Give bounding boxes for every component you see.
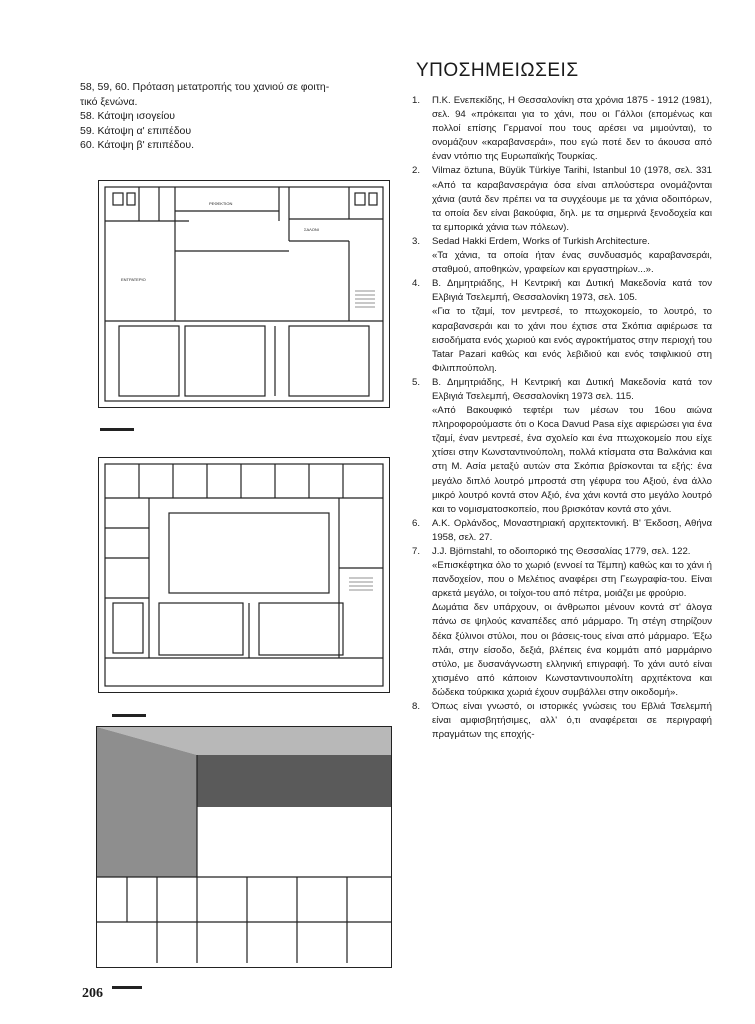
page-number: 206 (82, 986, 103, 1001)
footnote-text: Όπως είναι γνωστό, οι ιστορικές γνώσεις του Εβλιά Τσελεμπή είναι αμφισβητήσιμες, αλλ' ό,τι αναφέρεται σε περιγραφή πραγμάτων της εποχής- (432, 701, 712, 741)
room-label: ΕΝΤΡΑΤΕΡΙΟ (121, 277, 146, 282)
footnote-item (412, 700, 712, 742)
floor-plan-ground-drawing (99, 181, 389, 407)
footnote-text: Vilmaz öztuna, Büyük Türkiye Tarihi, Istanbul 10 (1978, σελ. 331 «Από τα καραβανσεράγια όσα είναι απλούστερα ονομάζονται χάνια (αυτά δεν πρέπει να τα συγχέουμε με τα χάνια οδοιπόρων, τα οποία δεν είναι βακούφια, δηλ. με τα σημερινά ξενοδοχεία και τα εμπορικά χάνια των πόλεων). (432, 165, 712, 233)
footnote-text: Π.Κ. Ενεπεκίδης, Η Θεσσαλονίκη στα χρόνια 1875 - 1912 (1981), σελ. 94 «πρόκειται για το χάνι, που οι Γάλλοι (επομένως και πολλοί επίσης Γερμανοί που τους αρέσει να μιμούνται), το ονομάζουν «καραβανσεράι», που εγώ ποτέ δεν το άκουσα από έναν ντόπιο της Ευρωπαϊκής Τουρκίας. (432, 95, 712, 163)
floor-plan-second-drawing (97, 727, 391, 967)
footnotes-title: ΥΠΟΣΗΜΕΙΩΣΕΙΣ (416, 60, 579, 81)
caption-line: 58. Κάτοψη ισογείου (80, 110, 176, 122)
footnote-text: Δωμάτια δεν υπάρχουν, οι άνθρωποι μένουν κοντά στ' άλογα πάνω σε ψηλούς καναπέδες από μάρμαρο. Τη στέγη στηρίζουν δέκα ξύλινοι στύλοι, που οι βάσεις-τους είναι από μάρμαρο. Έξω πλάι, στην είσοδο, δεξιά, βλέπεις ένα κομμάτι από μαρμάρινο στύλο, με δυσανάγνωστη ελληνική επιγραφή. Το χάνι αυτό είναι χτισμένο από κάποιον Κωνσταντινουπολίτη αρχιτέκτονα και δώδεκα τούρκικα χωριά έχουν συμβάλλει στην οικοδομή». (432, 602, 712, 698)
footnote-text: Β. Δημητριάδης, Η Κεντρική και Δυτική Μακεδονία κατά τον Ελβιγιά Τσελεμπή, Θεσσαλονίκη 1973 σελ. 115. (432, 376, 712, 402)
scale-bar (112, 708, 146, 717)
footnote-number: 4. (412, 278, 421, 290)
floor-plan-second (96, 726, 392, 968)
footnote-text: Sedad Hakki Erdem, Works of Turkish Architecture. (432, 235, 650, 247)
floor-plan-first (98, 457, 390, 693)
room-label: ΣΑΛΟΝΙ (304, 227, 319, 232)
footnotes (412, 60, 712, 742)
footnote-item (412, 545, 712, 700)
footnote-text: «Από Βακουφικό τεφτέρι των μέσων του 16ου αιώνα πληροφορούμαστε ότι ο Koca Davud Pasa είχε αφιερώσει για ένα τζαμί, έναν μεντρεσέ, ένα σχολείο και ένα πτωχοκομείο που είχε χτίσει στην Κωνσταντινούπολη, πολλά κτίσματα στα Βαλκάνια και στη Μ. Ασία μεταξύ αυτών στα Σκόπια βρίσκονται τα εξής: ένα μεγάλο διπλό λουτρό μπροστά στη γέφυρα του Αξιού, ένα άλλο μικρό λουτρό κοντά στον Αξιό, ένα χάνι κοντά στο μεγάλο λουτρό και το νομισματοσκοπείο, που βρισκόταν κοντά στο χάνι. (432, 405, 712, 515)
scale-bar (100, 422, 134, 431)
footnote-text: «Επισκέφτηκα όλο το χωριό (εννοεί τα Τέμπη) καθώς και το χάνι ή πανδοχείον, που ο Μελέτιος αναφέρει στη Γεωγραφία-του. Είναι αρκετά μεγάλο, οι τοίχοι-του από πέτρα, μοιάζει με φρούριο. (432, 560, 712, 600)
footnote-number: 7. (412, 546, 421, 557)
footnote-text: J.J. Björnstahl, το οδοιπορικό της Θεσσαλίας 1779, σελ. 122. (432, 546, 691, 557)
room-label: ΡΕΦΕΚΤΙΟΝ (209, 201, 233, 206)
footnote-text: «Τα χάνια, τα οποία ήταν ένας συνδυασμός καραβανσεράι, σταθμού, αποθηκών, γραφείων και εργαστηρίων...». (432, 250, 712, 276)
footnote-item (412, 235, 712, 277)
footnote-text: «Για το τζαμί, τον μεντρεσέ, το πτωχοκομείο, το λουτρό, το καραβανσεράι και το χάνι που έχτισε στα Σκόπια αφιέρωσε τα εισοδήματα ενός χωριού και ενός αγροκτήματος στην περιοχή του Tatar Pazari καθώς και ενός λεβιδιού και ενός τσιφλικιού στη Φιλιππούπολη. (432, 306, 712, 374)
caption-line: 60. Κάτοψη β' επιπέδου. (80, 139, 195, 151)
figure-caption (80, 80, 380, 153)
footnote-number: 3. (412, 235, 421, 247)
footnote-item (412, 94, 712, 164)
footnote-text: Α.Κ. Ορλάνδος, Μοναστηριακή αρχιτεκτονική. Β' Έκδοση, Αθήνα 1958, σελ. 27. (432, 517, 712, 543)
footnote-number: 6. (412, 517, 421, 529)
scale-bar (112, 980, 142, 989)
footnote-item (412, 376, 712, 517)
footnote-item (412, 277, 712, 376)
footnotes-list (412, 94, 712, 742)
caption-line: 58, 59, 60. Πρόταση μετατροπής του χανιού σε φοιτη- (80, 81, 330, 93)
footnote-item (412, 517, 712, 545)
floor-plan-first-drawing (99, 458, 389, 692)
footnote-item (412, 164, 712, 234)
footnote-text: Β. Δημητριάδης, Η Κεντρική και Δυτική Μακεδονία κατά τον Ελβιγιά Τσελεμπή, Θεσσαλονίκη 1973, σελ. 105. (432, 278, 712, 304)
floor-plan-ground (98, 180, 390, 408)
footnote-number: 5. (412, 376, 421, 388)
footnote-number: 8. (412, 701, 421, 713)
footnote-number: 1. (412, 95, 421, 106)
caption-line: τικό ξενώνα. (80, 95, 138, 108)
caption-line: 59. Κάτοψη α' επιπέδου (80, 124, 192, 137)
footnote-number: 2. (412, 165, 421, 177)
